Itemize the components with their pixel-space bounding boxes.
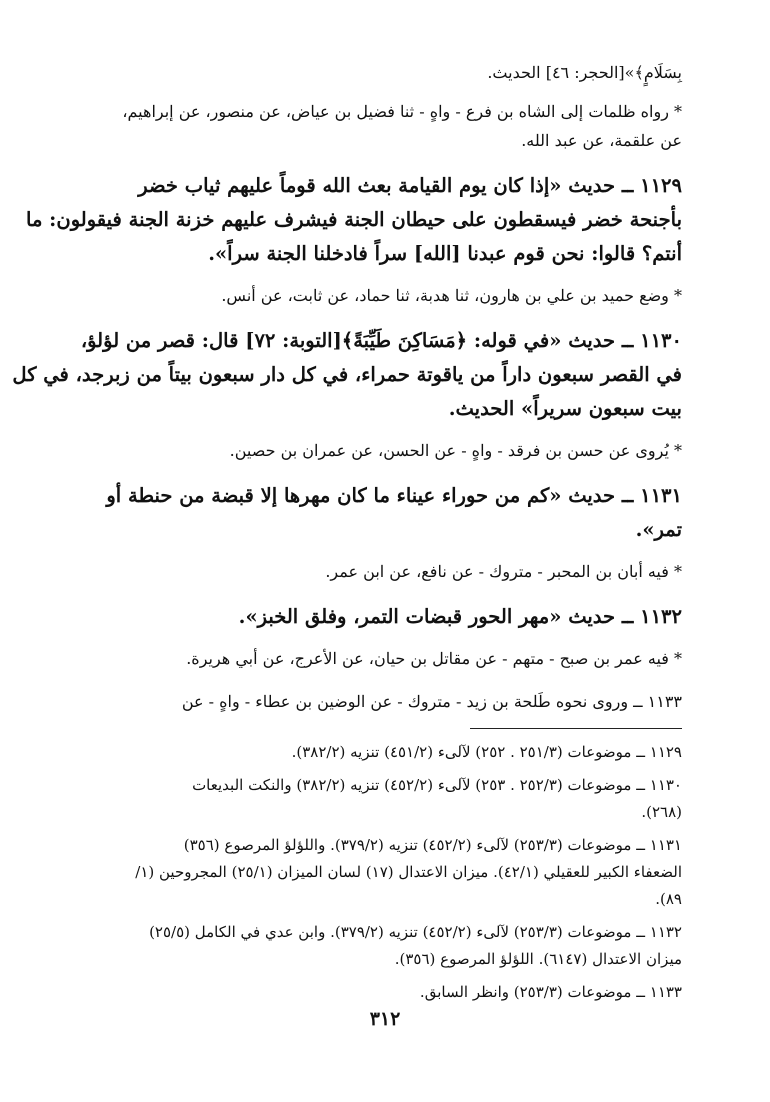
- narration-note-0: [82, 97, 682, 155]
- narration-note-1130: * يُروى عن حسن بن فرقد - واهٍ - عن الحسن، عن عمران بن حصين.: [229, 441, 682, 460]
- hadith-1132: [82, 600, 682, 634]
- page-number: ٣١٢: [369, 1008, 401, 1030]
- footnote-line: ١١٣٠ ــ موضوعات (٢٥٢/٣ . ٢٥٣) لآلىء (٤٥٢/٢) تنزيه (٣٨٢/٢) والنكت البديعات: [192, 776, 682, 794]
- hadith-1131: [82, 479, 682, 547]
- footnote-line: ١١٣٢ ــ موضوعات (٢٥٣/٣) لآلىء (٤٥٢/٢) تنزيه (٣٧٩/٢). وابن عدي في الكامل (٢٥/٥): [149, 923, 682, 941]
- hadith-line: في القصر سبعون داراً من ياقوتة حمراء، في كل دار سبعون بيتاً من زبرجد، في كل: [12, 363, 682, 386]
- hadith-line: ١١٣٢ ــ حديث «مهر الحور قبضات التمر، وفلق الخبز».: [238, 605, 682, 628]
- hadith-1130: [12, 324, 682, 426]
- footnote-line: ١١٣٣ ــ موضوعات (٢٥٣/٣) وانظر السابق.: [419, 983, 682, 1001]
- hadith-line: بأجنحة خضر فيسقطون على حيطان الجنة فيشرف عليهم خزنة الجنة فيقولون: ما: [26, 208, 682, 231]
- hadith-line: بيت سبعون سريراً» الحديث.: [448, 397, 682, 420]
- footnote-divider: [470, 728, 682, 729]
- footnote-line: الضعفاء الكبير للعقيلي (٤٢/١). ميزان الاعتدال (١٧) لسان الميزان (٢٥/١) المجروحين (١/: [135, 863, 682, 881]
- footnote-line: ميزان الاعتدال (٦١٤٧). اللؤلؤ المرصوع (٣٥٦).: [394, 950, 682, 968]
- hadith-1129: [26, 169, 682, 271]
- footnote-line: (٢٦٨).: [641, 803, 682, 821]
- footnotes: [82, 739, 682, 1006]
- footnote-1129: [82, 739, 682, 766]
- narration-note-1129: * وضع حميد بن علي بن هارون، ثنا هدبة، ثنا حماد، عن ثابت، عن أنس.: [221, 286, 682, 305]
- footnote-1131: [82, 832, 682, 913]
- hadith-1133: ١١٣٣ ــ وروى نحوه طَلحة بن زيد - متروك - عن الوضين بن عطاء - واهٍ - عن: [181, 692, 682, 711]
- footnote-1133: [82, 979, 682, 1006]
- footnote-line: ١١٣١ ــ موضوعات (٢٥٣/٣) لآلىء (٤٥٢/٢) تنزيه (٣٧٩/٢). واللؤلؤ المرصوع (٣٥٦): [183, 836, 682, 854]
- hadith-line: ١١٣٠ ــ حديث «في قوله: ﴿مَسَاكِنَ طَيِّبَةً﴾[التوبة: ٧٢] قال: قصر من لؤلؤ،: [80, 329, 682, 352]
- footnote-line: ٨٩).: [655, 890, 682, 908]
- hadith-line: ١١٣١ ــ حديث «كم من حوراء عيناء ما كان مهرها إلا قبضة من حنطة أو: [106, 484, 682, 507]
- hadith-line: أنتم؟ قالوا: نحن قوم عبدنا [الله] سراً فادخلنا الجنة سراً».: [208, 242, 682, 265]
- note-line: عن علقمة، عن عبد الله.: [521, 131, 682, 150]
- footnote-line: ١١٢٩ ــ موضوعات (٢٥١/٣ . ٢٥٢) لآلىء (٤٥١/٢) تنزيه (٣٨٢/٢).: [291, 743, 682, 761]
- narration-note-1132: * فيه عمر بن صبح - متهم - عن مقاتل بن حيان، عن الأعرج، عن أبي هريرة.: [186, 649, 682, 668]
- footnote-1132: [82, 919, 682, 973]
- footnote-1130: [82, 772, 682, 826]
- narration-note-1131: * فيه أبان بن المحبر - متروك - عن نافع، عن ابن عمر.: [325, 562, 682, 581]
- hadith-line: تمر».: [635, 518, 682, 541]
- note-line: * رواه ظلمات إلى الشاه بن فرع - واهٍ - ثنا فضيل بن عياض، عن منصور، عن إبراهيم،: [122, 102, 682, 121]
- header-line: بِسَلَامٍ﴾»[الحجر: ٤٦] الحديث.: [487, 63, 682, 82]
- hadith-line: ١١٢٩ ــ حديث «إذا كان يوم القيامة بعث الله قوماً عليهم ثياب خضر: [138, 174, 682, 197]
